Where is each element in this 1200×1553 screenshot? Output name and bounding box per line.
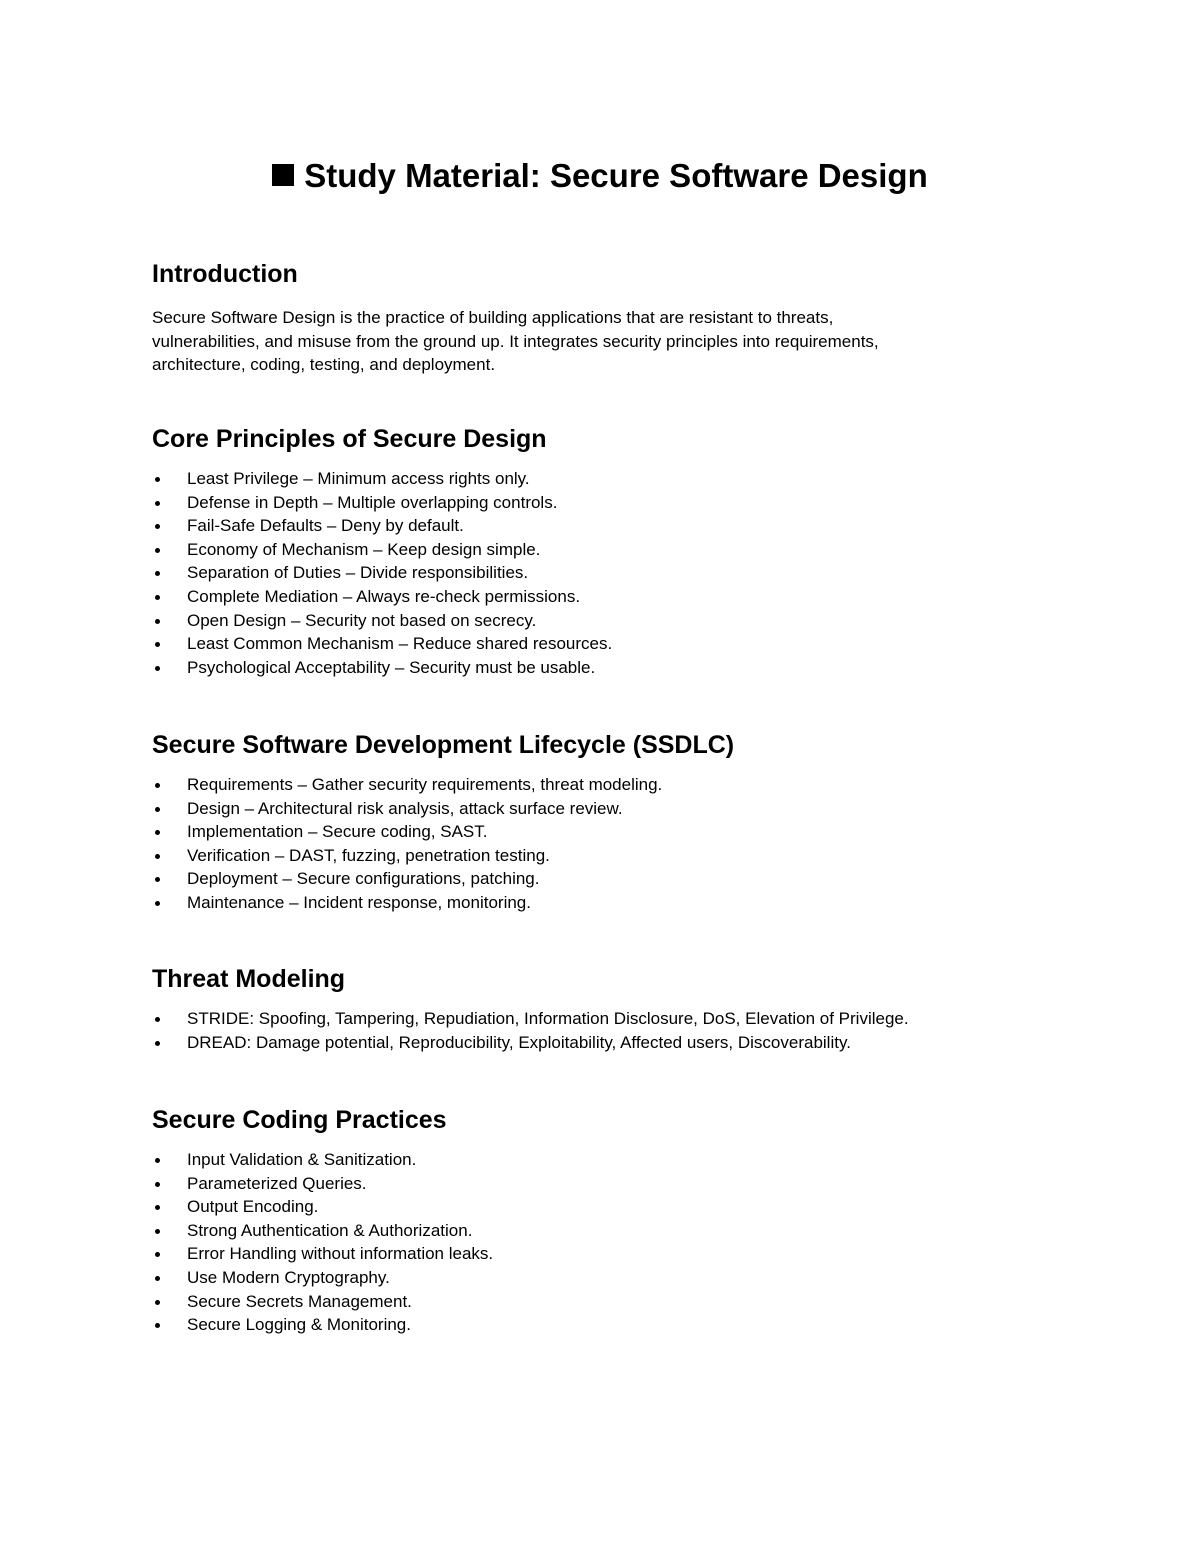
bullet-icon xyxy=(155,666,160,671)
introduction-line: Secure Software Design is the practice of building applications that are resistant to threats, xyxy=(152,308,834,327)
list-item: Design – Architectural risk analysis, attack surface review. xyxy=(152,797,1052,821)
bullet-icon xyxy=(155,854,160,859)
bullet-icon xyxy=(155,524,160,529)
secure-coding-section xyxy=(152,1102,1052,1337)
introduction-heading: Introduction xyxy=(152,260,298,288)
bullet-icon xyxy=(155,1323,160,1328)
list-item: Least Privilege – Minimum access rights only. xyxy=(152,467,1052,491)
list-item: Output Encoding. xyxy=(152,1195,1052,1219)
core-principles-list xyxy=(152,467,1052,679)
list-item: Implementation – Secure coding, SAST. xyxy=(152,820,1052,844)
introduction-section xyxy=(152,256,1052,377)
list-item: Secure Logging & Monitoring. xyxy=(152,1313,1052,1337)
bullet-icon xyxy=(155,1276,160,1281)
list-item: Fail-Safe Defaults – Deny by default. xyxy=(152,514,1052,538)
bullet-icon xyxy=(155,830,160,835)
bullet-icon xyxy=(155,501,160,506)
bullet-icon xyxy=(155,783,160,788)
bullet-icon xyxy=(155,477,160,482)
secure-coding-heading: Secure Coding Practices xyxy=(152,1106,447,1134)
introduction-paragraph xyxy=(152,306,1052,377)
bullet-icon xyxy=(155,807,160,812)
list-item: Open Design – Security not based on secrecy. xyxy=(152,609,1052,633)
list-item: Verification – DAST, fuzzing, penetration testing. xyxy=(152,844,1052,868)
list-item: Use Modern Cryptography. xyxy=(152,1266,1052,1290)
bullet-icon xyxy=(155,1205,160,1210)
list-item: Complete Mediation – Always re-check permissions. xyxy=(152,585,1052,609)
threat-modeling-list xyxy=(152,1007,1052,1054)
secure-coding-list xyxy=(152,1148,1052,1337)
list-item: Economy of Mechanism – Keep design simple. xyxy=(152,538,1052,562)
square-icon xyxy=(272,164,294,186)
list-item: Secure Secrets Management. xyxy=(152,1290,1052,1314)
list-item: STRIDE: Spoofing, Tampering, Repudiation, Information Disclosure, DoS, Elevation of Privilege. xyxy=(152,1007,1052,1031)
ssdlc-list xyxy=(152,773,1052,915)
list-item: Parameterized Queries. xyxy=(152,1172,1052,1196)
bullet-icon xyxy=(155,901,160,906)
page-title-row xyxy=(0,152,1200,200)
bullet-icon xyxy=(155,1182,160,1187)
threat-modeling-section xyxy=(152,961,1052,1054)
bullet-icon xyxy=(155,595,160,600)
bullet-icon xyxy=(155,1158,160,1163)
introduction-line: vulnerabilities, and misuse from the ground up. It integrates security principles into requirements, xyxy=(152,331,879,351)
list-item: Defense in Depth – Multiple overlapping controls. xyxy=(152,491,1052,515)
list-item: Least Common Mechanism – Reduce shared resources. xyxy=(152,632,1052,656)
list-item: Strong Authentication & Authorization. xyxy=(152,1219,1052,1243)
core-principles-section xyxy=(152,421,1052,679)
page-title: Study Material: Secure Software Design xyxy=(304,157,928,194)
bullet-icon xyxy=(155,642,160,647)
bullet-icon xyxy=(155,571,160,576)
list-item: Deployment – Secure configurations, patching. xyxy=(152,867,1052,891)
bullet-icon xyxy=(155,548,160,553)
list-item: Input Validation & Sanitization. xyxy=(152,1148,1052,1172)
core-principles-heading: Core Principles of Secure Design xyxy=(152,425,547,453)
list-item: DREAD: Damage potential, Reproducibility, Exploitability, Affected users, Discoverability. xyxy=(152,1031,1052,1055)
ssdlc-heading: Secure Software Development Lifecycle (SSDLC) xyxy=(152,731,735,759)
ssdlc-section xyxy=(152,727,1052,915)
introduction-line: architecture, coding, testing, and deployment. xyxy=(152,355,496,375)
bullet-icon xyxy=(155,1300,160,1305)
list-item: Psychological Acceptability – Security must be usable. xyxy=(152,656,1052,680)
list-item: Error Handling without information leaks. xyxy=(152,1242,1052,1266)
bullet-icon xyxy=(155,1041,160,1046)
bullet-icon xyxy=(155,1229,160,1234)
threat-modeling-heading: Threat Modeling xyxy=(152,965,346,993)
list-item: Maintenance – Incident response, monitoring. xyxy=(152,891,1052,915)
bullet-icon xyxy=(155,877,160,882)
list-item: Requirements – Gather security requirements, threat modeling. xyxy=(152,773,1052,797)
bullet-icon xyxy=(155,619,160,624)
bullet-icon xyxy=(155,1252,160,1257)
bullet-icon xyxy=(155,1017,160,1022)
list-item: Separation of Duties – Divide responsibilities. xyxy=(152,561,1052,585)
